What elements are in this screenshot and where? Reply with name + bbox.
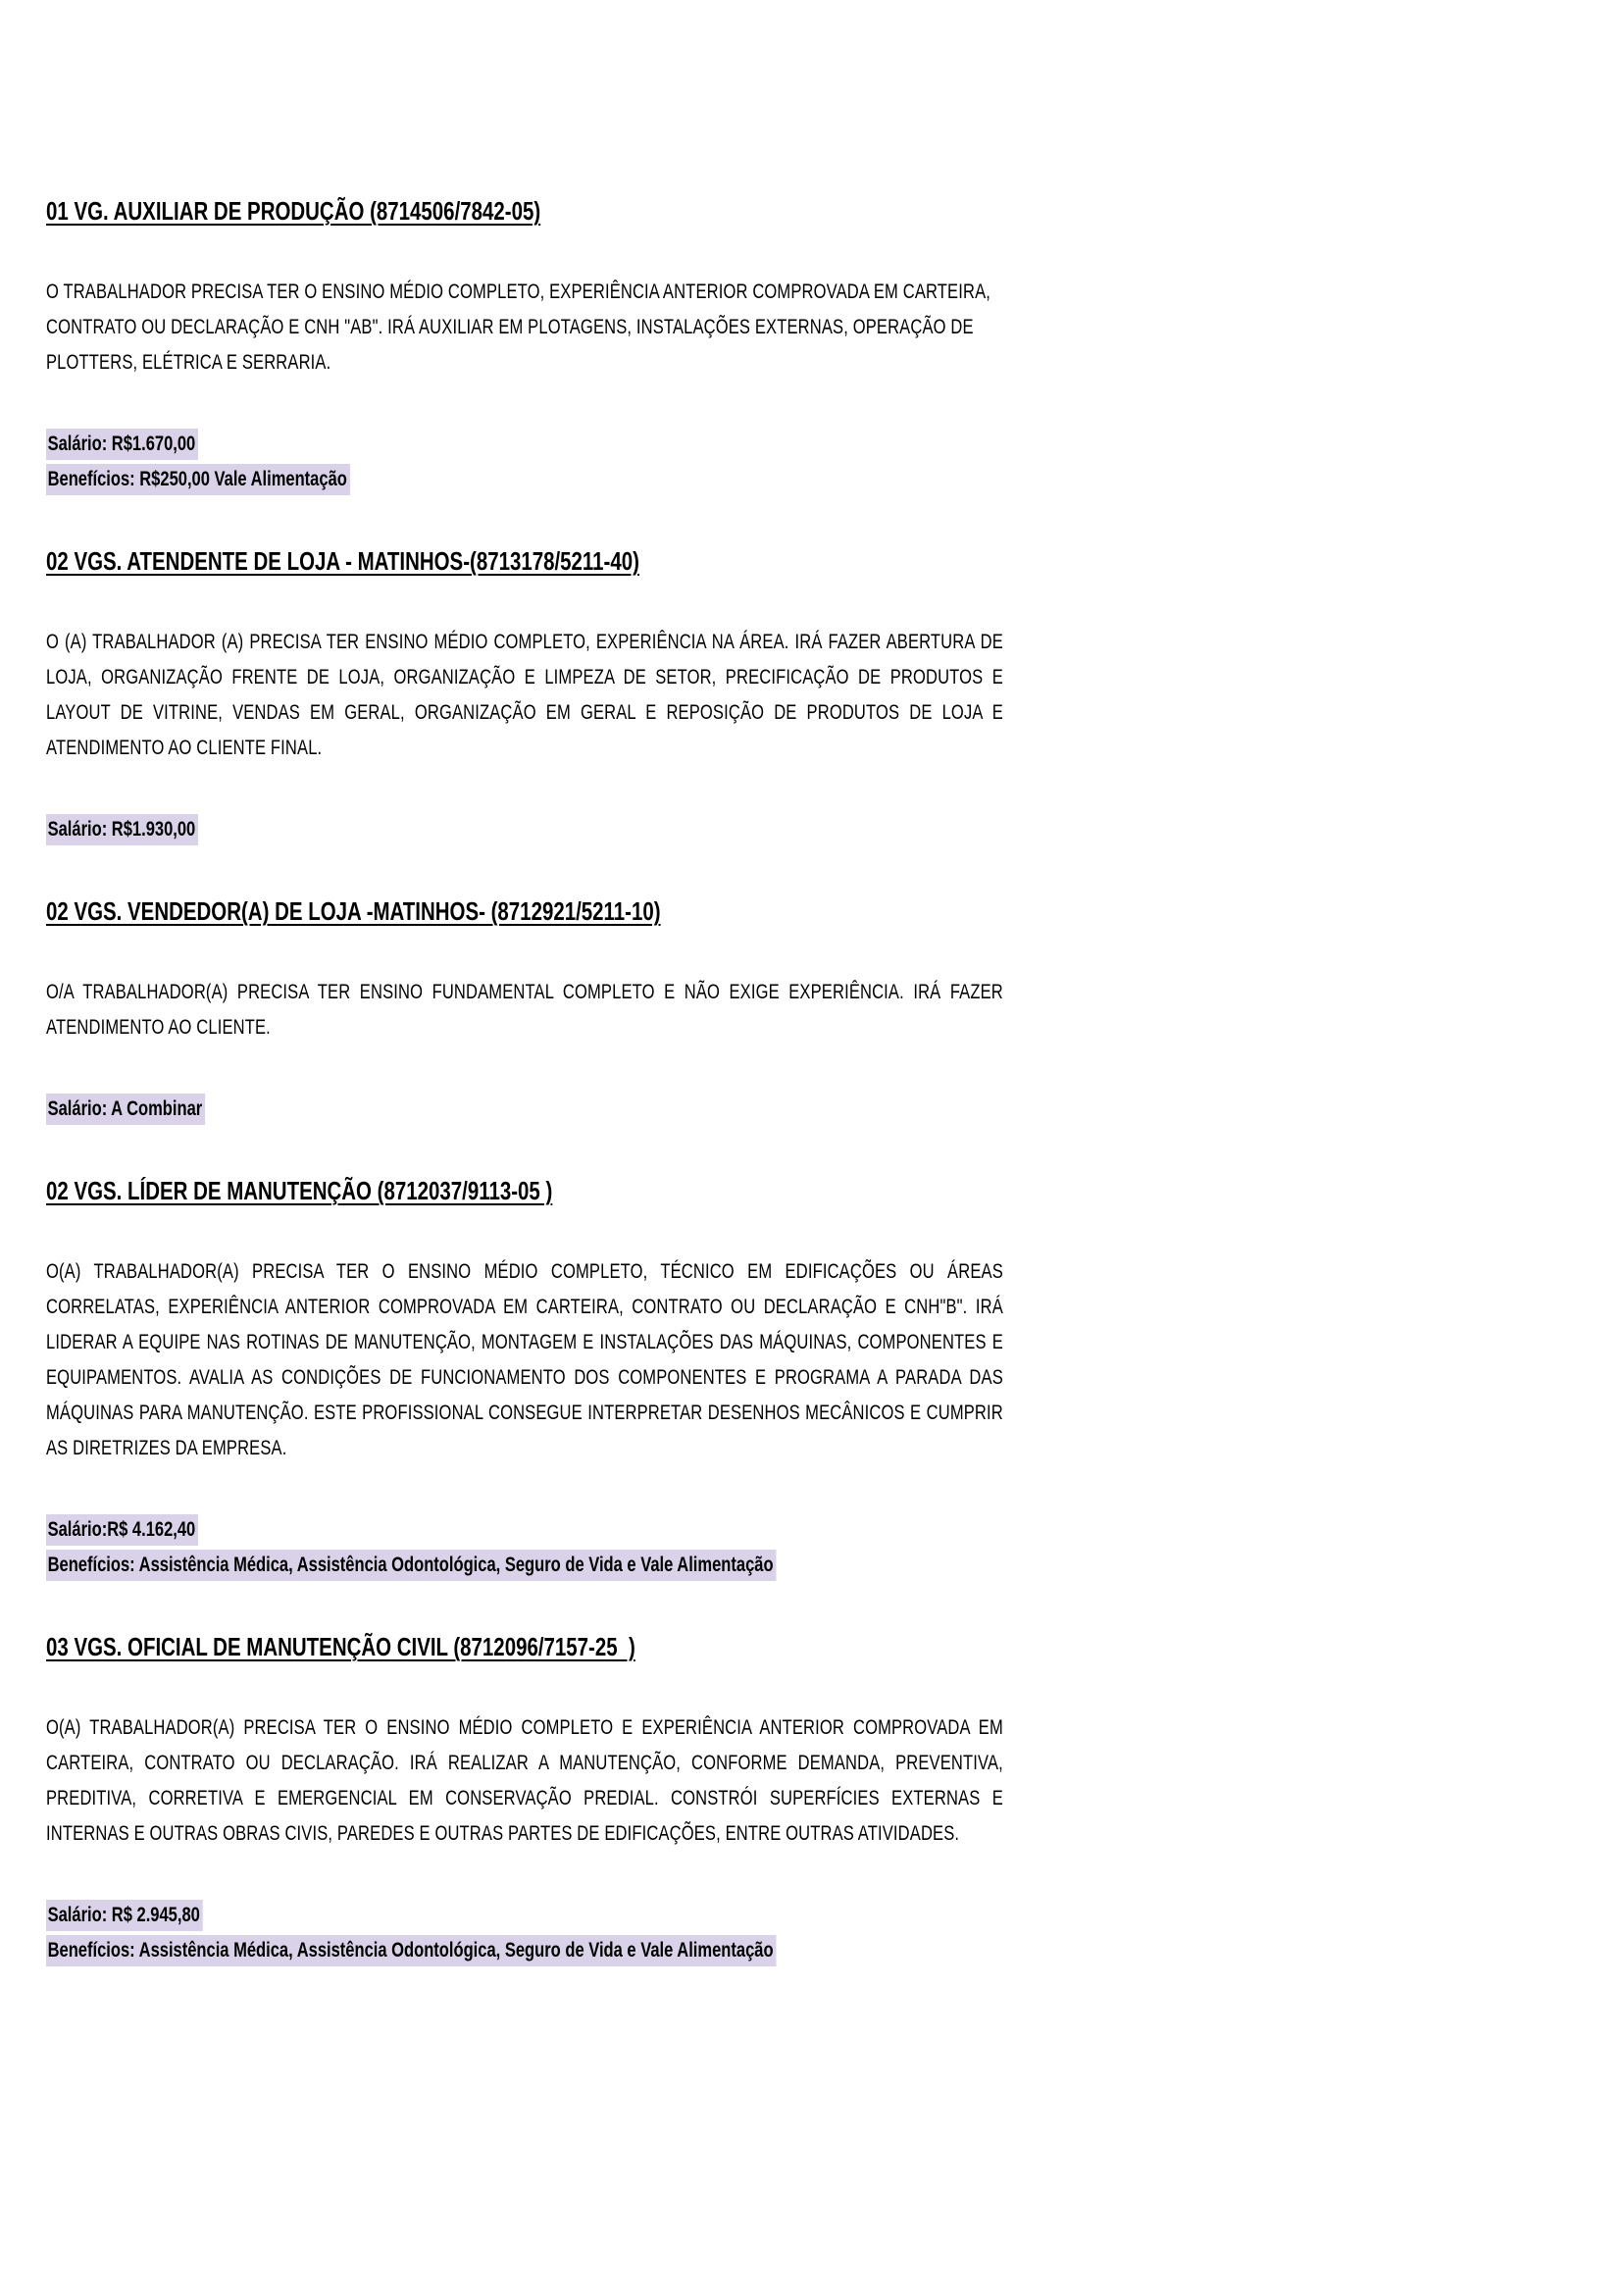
salary-highlight: Salário: R$1.930,00 (46, 814, 198, 845)
pay-block (46, 1898, 1003, 1968)
job-title: 01 VG. AUXILIAR DE PRODUÇÃO (8714506/7842-05) (46, 196, 541, 226)
job-description: O/A TRABALHADOR(A) PRECISA TER ENSINO FUNDAMENTAL COMPLETO E NÃO EXIGE EXPERIÊNCIA. IRÁ FAZER ATENDIMENTO AO CLIENTE. (46, 981, 1003, 1039)
salary-line (46, 1512, 1003, 1548)
pay-block (46, 812, 1003, 847)
job-title: 02 VGS. LÍDER DE MANUTENÇÃO (8712037/9113-05 ) (46, 1176, 553, 1205)
salary-line (46, 1898, 1003, 1933)
job-title: 02 VGS. ATENDENTE DE LOJA - MATINHOS-(8713178/5211-40) (46, 546, 639, 576)
benefits-line (46, 1548, 1003, 1583)
salary-highlight: Salário: R$ 2.945,80 (46, 1900, 203, 1931)
salary-highlight: Salário:R$ 4.162,40 (46, 1514, 198, 1546)
job-description: O(A) TRABALHADOR(A) PRECISA TER O ENSINO MÉDIO COMPLETO E EXPERIÊNCIA ANTERIOR COMPROVADA EM CARTEIRA, CONTRATO OU DECLARAÇÃO. IRÁ REALIZAR A MANUTENÇÃO, CONFORME DEMANDA, PREVENTIVA, PREDITIVA, CORRETIVA E EMERGENCIAL EM CONSERVAÇÃO PREDIAL. CONSTRÓI SUPERFÍCIES EXTERNAS E INTERNAS E OUTRAS OBRAS CIVIS, PAREDES E OUTRAS PARTES DE EDIFICAÇÕES, ENTRE OUTRAS ATIVIDADES. (46, 1716, 1003, 1845)
job-section (46, 193, 1003, 497)
benefits-line (46, 1933, 1003, 1968)
job-title: 02 VGS. VENDEDOR(A) DE LOJA -MATINHOS- (8712921/5211-10) (46, 896, 661, 926)
benefits-highlight: Benefícios: Assistência Médica, Assistência Odontológica, Seguro de Vida e Vale Alimentação (46, 1935, 777, 1966)
job-title: 03 VGS. OFICIAL DE MANUTENÇÃO CIVIL (8712096/7157-25 ) (46, 1632, 635, 1661)
job-section (46, 1629, 1003, 1968)
benefits-highlight: Benefícios: R$250,00 Vale Alimentação (46, 464, 350, 495)
pay-block (46, 1512, 1003, 1583)
salary-highlight: Salário: A Combinar (46, 1094, 205, 1125)
document-content (46, 0, 1003, 1968)
job-description: O (A) TRABALHADOR (A) PRECISA TER ENSINO MÉDIO COMPLETO, EXPERIÊNCIA NA ÁREA. IRÁ FAZER ABERTURA DE LOJA, ORGANIZAÇÃO FRENTE DE LOJA, ORGANIZAÇÃO E LIMPEZA DE SETOR, PRECIFICAÇÃO DE PRODUTOS E LAYOUT DE VITRINE, VENDAS EM GERAL, ORGANIZAÇÃO EM GERAL E REPOSIÇÃO DE PRODUTOS DE LOJA E ATENDIMENTO AO CLIENTE FINAL. (46, 631, 1003, 759)
salary-highlight: Salário: R$1.670,00 (46, 429, 198, 460)
job-description: O TRABALHADOR PRECISA TER O ENSINO MÉDIO COMPLETO, EXPERIÊNCIA ANTERIOR COMPROVADA EM CARTEIRA, CONTRATO OU DECLARAÇÃO E CNH "AB". IRÁ AUXILIAR EM PLOTAGENS, INSTALAÇÕES EXTERNAS, OPERAÇÃO DE PLOTTERS, ELÉTRICA E SERRARIA. (46, 280, 991, 374)
salary-line (46, 1092, 1003, 1127)
benefits-line (46, 462, 1003, 497)
job-section (46, 893, 1003, 1127)
salary-line (46, 427, 1003, 462)
salary-line (46, 812, 1003, 847)
pay-block (46, 1092, 1003, 1127)
benefits-highlight: Benefícios: Assistência Médica, Assistência Odontológica, Seguro de Vida e Vale Alimentação (46, 1550, 777, 1581)
job-section (46, 543, 1003, 847)
job-description: O(A) TRABALHADOR(A) PRECISA TER O ENSINO MÉDIO COMPLETO, TÉCNICO EM EDIFICAÇÕES OU ÁREAS CORRELATAS, EXPERIÊNCIA ANTERIOR COMPROVADA EM CARTEIRA, CONTRATO OU DECLARAÇÃO E CNH"B". IRÁ LIDERAR A EQUIPE NAS ROTINAS DE MANUTENÇÃO, MONTAGEM E INSTALAÇÕES DAS MÁQUINAS, COMPONENTES E EQUIPAMENTOS. AVALIA AS CONDIÇÕES DE FUNCIONAMENTO DOS COMPONENTES E PROGRAMA A PARADA DAS MÁQUINAS PARA MANUTENÇÃO. ESTE PROFISSIONAL CONSEGUE INTERPRETAR DESENHOS MECÂNICOS E CUMPRIR AS DIRETRIZES DA EMPRESA. (46, 1260, 1003, 1459)
job-section (46, 1173, 1003, 1583)
pay-block (46, 427, 1003, 497)
